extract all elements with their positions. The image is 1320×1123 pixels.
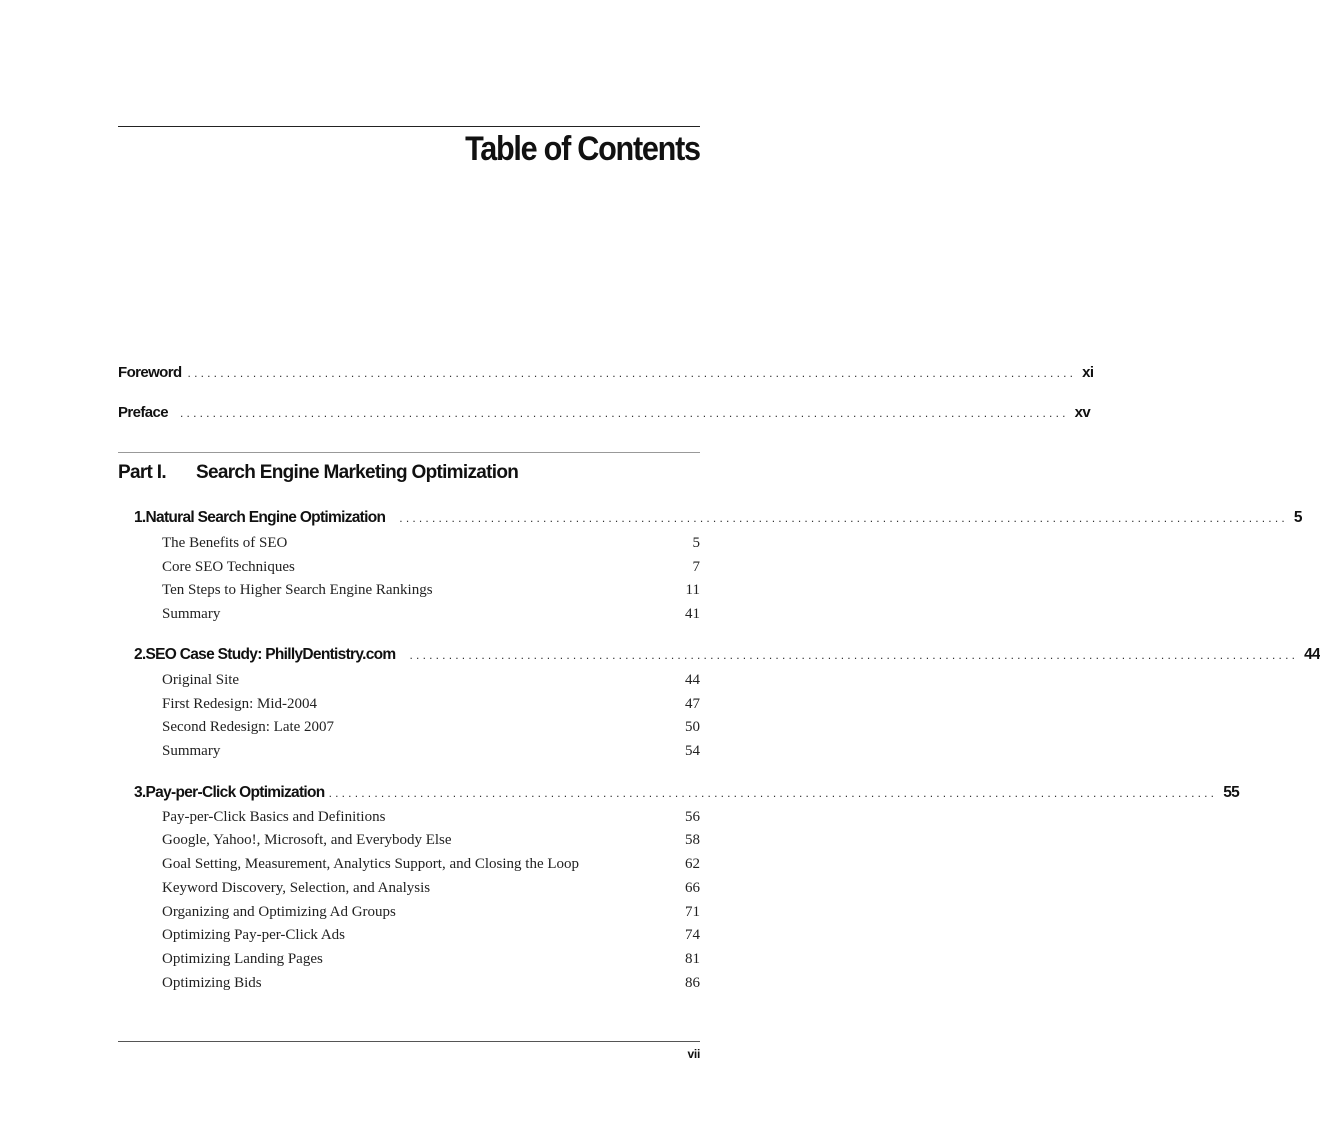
toc-section[interactable] bbox=[162, 672, 700, 689]
section-page: 50 bbox=[685, 719, 700, 735]
section-page: 7 bbox=[692, 559, 700, 575]
chapter-page: 55 bbox=[1223, 784, 1240, 801]
section-page: 74 bbox=[685, 927, 700, 943]
top-rule bbox=[118, 126, 700, 127]
section-page: 56 bbox=[685, 809, 700, 825]
toc-chapter-1[interactable] bbox=[134, 509, 1302, 527]
section-label: Optimizing Pay-per-Click Ads bbox=[162, 927, 346, 943]
toc-section[interactable] bbox=[162, 559, 700, 576]
part-number: Part I. bbox=[118, 462, 166, 483]
toc-chapter-3[interactable] bbox=[134, 784, 1240, 802]
part-heading[interactable] bbox=[118, 462, 518, 484]
chapter-number: 3. bbox=[134, 784, 146, 801]
chapter-title: Pay-per-Click Optimization bbox=[145, 784, 325, 801]
section-label: Original Site bbox=[162, 672, 240, 688]
entry-page: xv bbox=[1074, 404, 1091, 421]
section-page: 5 bbox=[692, 535, 700, 551]
toc-section[interactable] bbox=[162, 856, 700, 873]
chapter-page: 5 bbox=[1293, 509, 1302, 526]
entry-page: xi bbox=[1082, 364, 1094, 381]
section-label: Optimizing Bids bbox=[162, 975, 262, 991]
section-label: First Redesign: Mid-2004 bbox=[162, 696, 318, 712]
section-page: 47 bbox=[685, 696, 700, 712]
section-page: 86 bbox=[685, 975, 700, 991]
leader-dots: ........................................................................................................................................ bbox=[399, 511, 1288, 525]
section-label: Google, Yahoo!, Microsoft, and Everybody Else bbox=[162, 832, 452, 848]
section-label: Optimizing Landing Pages bbox=[162, 951, 323, 967]
part-divider bbox=[118, 452, 700, 453]
toc-entry-preface[interactable] bbox=[118, 404, 1091, 421]
toc-section[interactable] bbox=[162, 880, 700, 897]
section-page: 62 bbox=[685, 856, 700, 872]
section-label: Second Redesign: Late 2007 bbox=[162, 719, 335, 735]
toc-section[interactable] bbox=[162, 719, 700, 736]
chapter-title: Natural Search Engine Optimization bbox=[145, 509, 386, 526]
toc-section[interactable] bbox=[162, 535, 700, 552]
toc-section[interactable] bbox=[162, 951, 700, 968]
section-page: 66 bbox=[685, 880, 700, 896]
toc-section[interactable] bbox=[162, 832, 700, 849]
leader-dots: ........................................................................................................................................ bbox=[409, 648, 1299, 662]
footer-rule bbox=[118, 1041, 700, 1042]
section-label: Summary bbox=[162, 606, 221, 622]
chapter-number: 1. bbox=[134, 509, 146, 526]
section-page: 71 bbox=[685, 904, 700, 920]
section-page: 81 bbox=[685, 951, 700, 967]
section-page: 11 bbox=[685, 582, 700, 598]
toc-section[interactable] bbox=[162, 975, 700, 992]
entry-label: Foreword bbox=[118, 364, 182, 381]
section-page: 41 bbox=[685, 606, 700, 622]
section-label: Core SEO Techniques bbox=[162, 559, 295, 575]
section-page: 58 bbox=[685, 832, 700, 848]
toc-section[interactable] bbox=[162, 809, 700, 826]
section-label: Ten Steps to Higher Search Engine Rankings bbox=[162, 582, 433, 598]
leader-dots: ........................................................................................................................................ bbox=[180, 406, 1069, 420]
entry-label: Preface bbox=[118, 404, 169, 421]
section-label: The Benefits of SEO bbox=[162, 535, 288, 551]
chapter-number: 2. bbox=[134, 646, 146, 663]
leader-dots: ........................................................................................................................................ bbox=[187, 366, 1077, 380]
leader-dots: ........................................................................................................................................ bbox=[328, 786, 1218, 800]
toc-chapter-2[interactable] bbox=[134, 646, 1320, 664]
section-page: 54 bbox=[685, 743, 700, 759]
section-label: Goal Setting, Measurement, Analytics Support, and Closing the Loop bbox=[162, 856, 580, 872]
toc-entry-foreword[interactable] bbox=[118, 364, 1094, 381]
page-number: vii bbox=[687, 1047, 700, 1061]
toc-section[interactable] bbox=[162, 927, 700, 944]
part-title: Search Engine Marketing Optimization bbox=[196, 462, 519, 483]
section-label: Organizing and Optimizing Ad Groups bbox=[162, 904, 396, 920]
section-label: Pay-per-Click Basics and Definitions bbox=[162, 809, 386, 825]
section-label: Keyword Discovery, Selection, and Analysis bbox=[162, 880, 431, 896]
toc-section[interactable] bbox=[162, 743, 700, 760]
toc-section[interactable] bbox=[162, 904, 700, 921]
chapter-page: 44 bbox=[1304, 646, 1320, 663]
chapter-title: SEO Case Study: PhillyDentistry.com bbox=[145, 646, 396, 663]
toc-section[interactable] bbox=[162, 696, 700, 713]
toc-section[interactable] bbox=[162, 606, 700, 623]
page-title: Table of Contents bbox=[465, 130, 700, 168]
toc-section[interactable] bbox=[162, 582, 700, 599]
section-label: Summary bbox=[162, 743, 221, 759]
section-page: 44 bbox=[685, 672, 700, 688]
